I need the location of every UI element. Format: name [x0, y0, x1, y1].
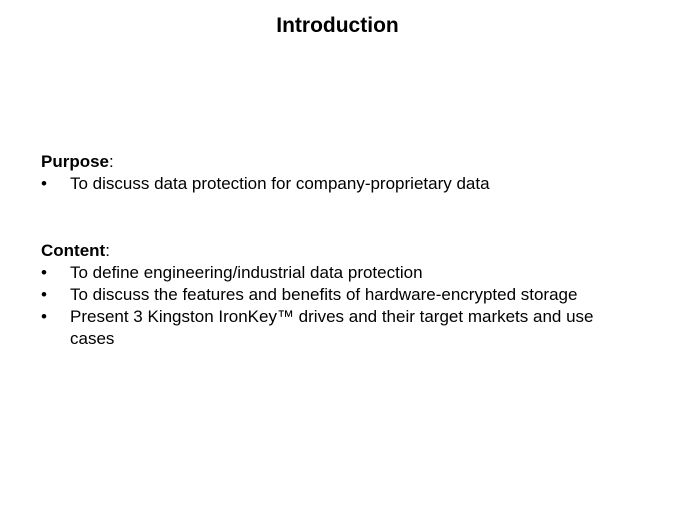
content-heading: [41, 240, 641, 262]
bullet-text: Present 3 Kingston IronKey™ drives and their target markets and use cases: [70, 307, 594, 348]
content-section: [41, 240, 641, 350]
bullet-icon: •: [41, 307, 47, 326]
purpose-heading: [41, 151, 641, 173]
bullet-text: To define engineering/industrial data protection: [70, 263, 423, 282]
bullet-item: [41, 306, 630, 350]
bullet-icon: •: [41, 174, 47, 193]
content-heading-colon: :: [105, 241, 110, 260]
bullet-icon: •: [41, 285, 47, 304]
bullet-item: [41, 173, 630, 195]
purpose-heading-text: Purpose: [41, 152, 110, 171]
purpose-heading-colon: :: [109, 152, 114, 171]
content-bullet-list: [41, 262, 641, 350]
content-heading-text: Content: [41, 241, 106, 260]
bullet-text: To discuss data protection for company-proprietary data: [70, 174, 490, 193]
bullet-text: To discuss the features and benefits of hardware-encrypted storage: [70, 285, 578, 304]
purpose-bullet-list: [41, 173, 641, 195]
slide-title: Introduction: [276, 14, 399, 37]
bullet-item: [41, 284, 630, 306]
bullet-item: [41, 262, 630, 284]
bullet-icon: •: [41, 263, 47, 282]
purpose-section: [41, 151, 641, 195]
